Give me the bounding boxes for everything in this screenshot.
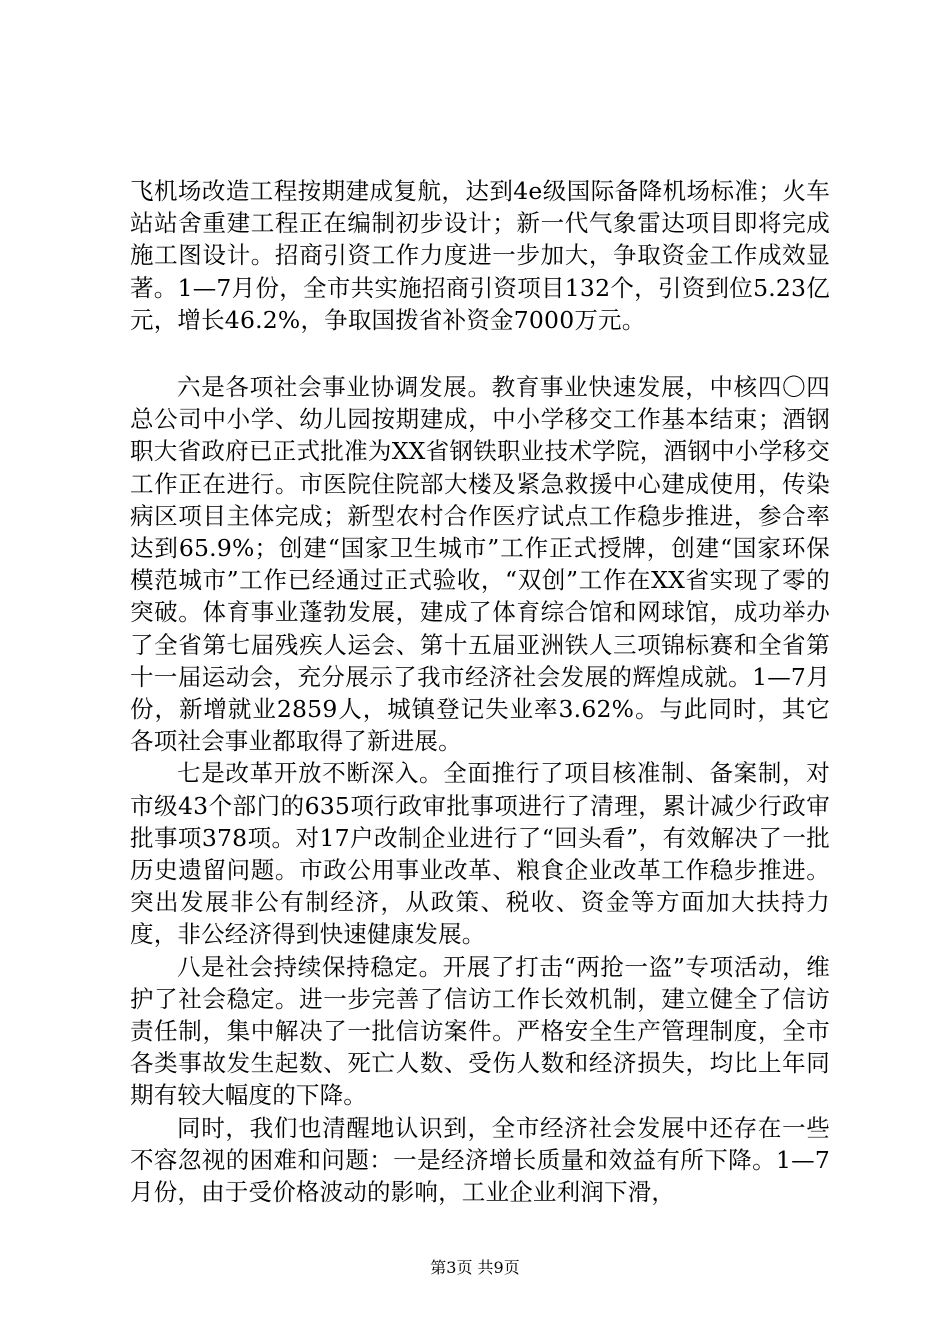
page-footer: 第3页 共9页	[430, 1258, 520, 1277]
paragraph-reform-opening: 七是改革开放不断深入。全面推行了项目核准制、备案制，对市级43个部门的635项行政审批事项进行了清理，累计减少行政审批事项378项。对17户改制企业进行了“回头看”，有效解决了一批历史遗留问题。市政公用事业改革、粮食企业改革工作稳步推进。突出发展非公有制经济，从政策、税收、资金等方面加大扶持力度，非公经济得到快速健康发展。	[130, 759, 830, 949]
paragraph-airport-investment: 飞机场改造工程按期建成复航，达到4e级国际备降机场标准；火车站站舍重建工程正在编制初步设计；新一代气象雷达项目即将完成施工图设计。招商引资工作力度进一步加大，争取资金工作成效显著。1—7月份，全市共实施招商引资项目132个，引资到位5.23亿元，增长46.2%，争取国拨省补资金7000万元。	[130, 177, 830, 334]
paragraph-problems: 同时，我们也清醒地认识到，全市经济社会发展中还存在一些不容忽视的困难和问题：一是经济增长质量和效益有所下降。1—7月份，由于受价格波动的影响，工业企业利润下滑，	[130, 1113, 830, 1207]
body-text	[130, 175, 830, 1208]
paragraph-social-stability: 八是社会持续保持稳定。开展了打击“两抢一盗”专项活动，维护了社会稳定。进一步完善了信访工作长效机制，建立健全了信访责任制，集中解决了一批信访案件。严格安全生产管理制度，全市各类事故发生起数、死亡人数、受伤人数和经济损失，均比上年同期有较大幅度的下降。	[130, 952, 830, 1110]
paragraph-social-undertakings: 六是各项社会事业协调发展。教育事业快速发展，中核四〇四总公司中小学、幼儿园按期建成，中小学移交工作基本结束；酒钢职大省政府已正式批准为XX省钢铁职业技术学院，酒钢中小学移交工作正在进行。市医院住院部大楼及紧急救援中心建成使用，传染病区项目主体完成；新型农村合作医疗试点工作稳步推进，参合率达到65.9%；创建“国家卫生城市”工作正式授牌，创建“国家环保模范城市”工作已经通过正式验收，“双创”工作在XX省实现了零的突破。体育事业蓬勃发展，建成了体育综合馆和网球馆，成功举办了全省第七届残疾人运会、第十五届亚洲铁人三项锦标赛和全省第十一届运动会，充分展示了我市经济社会发展的辉煌成就。1—7月份，新增就业2859人，城镇登记失业率3.62%。与此同时，其它各项社会事业都取得了新进展。	[130, 373, 830, 756]
